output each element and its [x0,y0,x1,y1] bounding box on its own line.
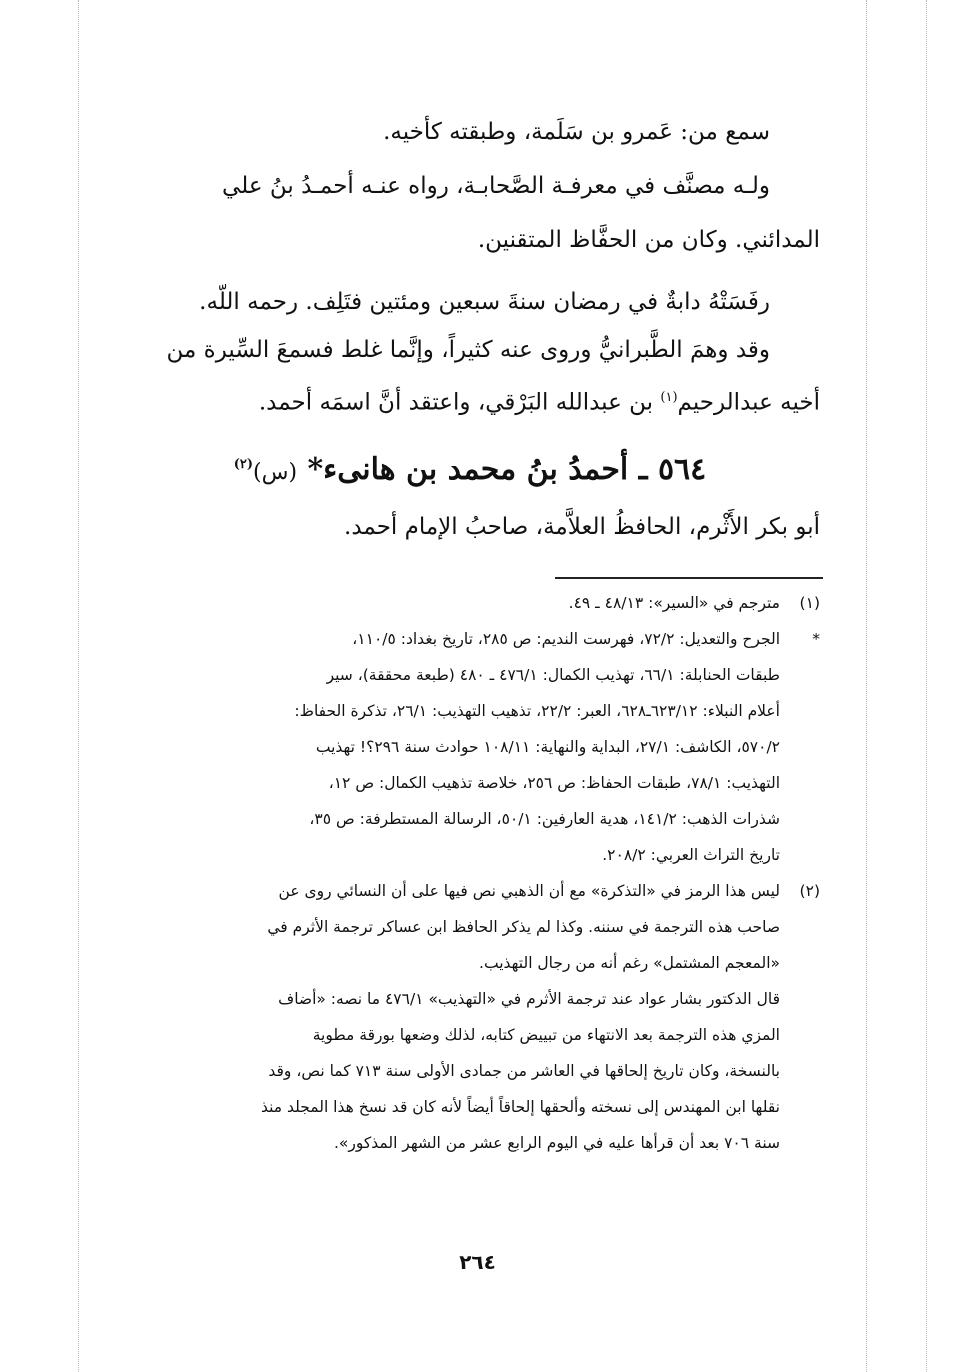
footnote-line: سنة ٧٠٦ بعد أن قرأها عليه في اليوم الرابع عشر من الشهر المذكور». [333,1134,780,1152]
footnote-line: الجرح والتعديل: ٧٢/٢، فهرست النديم: ص ٢٨٥، تاريخ بغداد: ١١٠/٥، [352,630,780,648]
scan-artifact-line [78,0,79,1372]
footnote-line: طبقات الحنابلة: ٦٦/١، تهذيب الكمال: ٤٧٦/١ ـ ٤٨٠ (طبعة محققة)، سير [326,666,780,684]
footnote-line: نقلها ابن المهندس إلى نسخته وألحقها إلحاقاً أيضاً لأنه كان قد نسخ هذا المجلد منذ [260,1098,780,1116]
entry-name: أحمدُ بنُ محمد بن هانىء* [307,452,629,487]
footnote-line: شذرات الذهب: ١٤١/٢، هدية العارفين: ٥٠/١، الرسالة المستطرفة: ص ٣٥، [309,810,780,828]
footnote-2 [128,873,820,981]
footnote-separator [555,577,823,579]
text-segment: بن عبدالله البَرْقي، واعتقد أنَّ اسمَه أحمد. [258,389,661,416]
footnote-ref: (٢) [233,457,253,472]
footnote-line: قال الدكتور بشار عواد عند ترجمة الأثرم في «التهذيب» ٤٧٦/١ ما نصه: «أضاف [278,990,780,1008]
footnote-line: بالنسخة، وكان تاريخ إلحاقها في العاشر من جمادى الأولى سنة ٧١٣ كما نص، وقد [268,1062,780,1080]
entry-heading [120,440,820,498]
footnote-line: ٥٧٠/٢، الكاشف: ٢٧/١، البداية والنهاية: ١٠٨/١١ حوادث سنة ٢٩٦؟! تهذيب [315,738,780,756]
page-number: ٢٦٤ [459,1250,496,1274]
footnote-star [128,621,820,873]
footnote-mark: (٢) [799,882,820,900]
footnote-line: مترجم في «السير»: ٤٨/١٣ ـ ٤٩. [568,594,780,612]
scan-artifact-line [926,0,927,1372]
text-line: المدائني. وكان من الحفَّاظ المتقنين. [477,227,820,253]
entry-number: ٥٦٤ ـ [638,452,707,487]
main-text [120,105,820,425]
entry-kunya: أبو بكر الأَثْرم، الحافظُ العلاَّمة، صاحبُ الإمام أحمد. [344,514,820,540]
text-line: ولـه مصنَّف في معرفـة الصَّحابـة، رواه عنـه أحمـدُ بنُ علي [222,173,770,199]
footnote-mark: (١) [799,594,820,612]
footnote-line: التهذيب: ٧٨/١، طبقات الحفاظ: ص ٢٥٦، خلاصة تذهيب الكمال: ص ١٢، [328,774,780,792]
footnote-line: أعلام النبلاء: ٦٢٣/١٢ـ٦٢٨، العبر: ٢٢/٢، تذهيب التهذيب: ٢٦/١، تذكرة الحفاظ: [294,702,780,720]
footnote-2-continued [128,981,820,1161]
text-line: سمع من: عَمرو بن سَلَمة، وطبقته كأخيه. [383,119,770,145]
footnote-mark: * [812,630,820,648]
footnote-line: تاريخ التراث العربي: ٢٠٨/٢. [602,846,780,864]
footnote-1 [128,585,820,621]
footnotes [128,585,820,1161]
footnote-line: ليس هذا الرمز في «التذكرة» مع أن الذهبي نص فيها على أن النسائي روى عن [278,882,780,900]
text-line: رفَسَتْهُ دابةٌ في رمضان سنةَ سبعين ومئتين فتَلِف. رحمه اللّه. [199,289,770,315]
footnote-ref: (١) [660,390,678,405]
footnote-line: «المعجم المشتمل» رغم أنه من رجال التهذيب. [479,954,780,972]
text-segment: أخيه عبدالرحيم [677,389,820,416]
entry-marker: (س) [253,460,298,485]
scan-artifact-line [866,0,867,1372]
text-line: وقد وهمَ الطَّبرانيُّ وروى عنه كثيراً، وإنَّما غلط فسمعَ السِّيرة من [166,337,770,363]
footnote-line: المزي هذه الترجمة بعد الانتهاء من تبييض كتابه، لذلك وضعها بورقة مطوية [312,1026,780,1044]
footnote-line: صاحب هذه الترجمة في سننه. وكذا لم يذكر الحافظ ابن عساكر ترجمة الأثرم في [267,918,780,936]
text-line [120,371,820,425]
